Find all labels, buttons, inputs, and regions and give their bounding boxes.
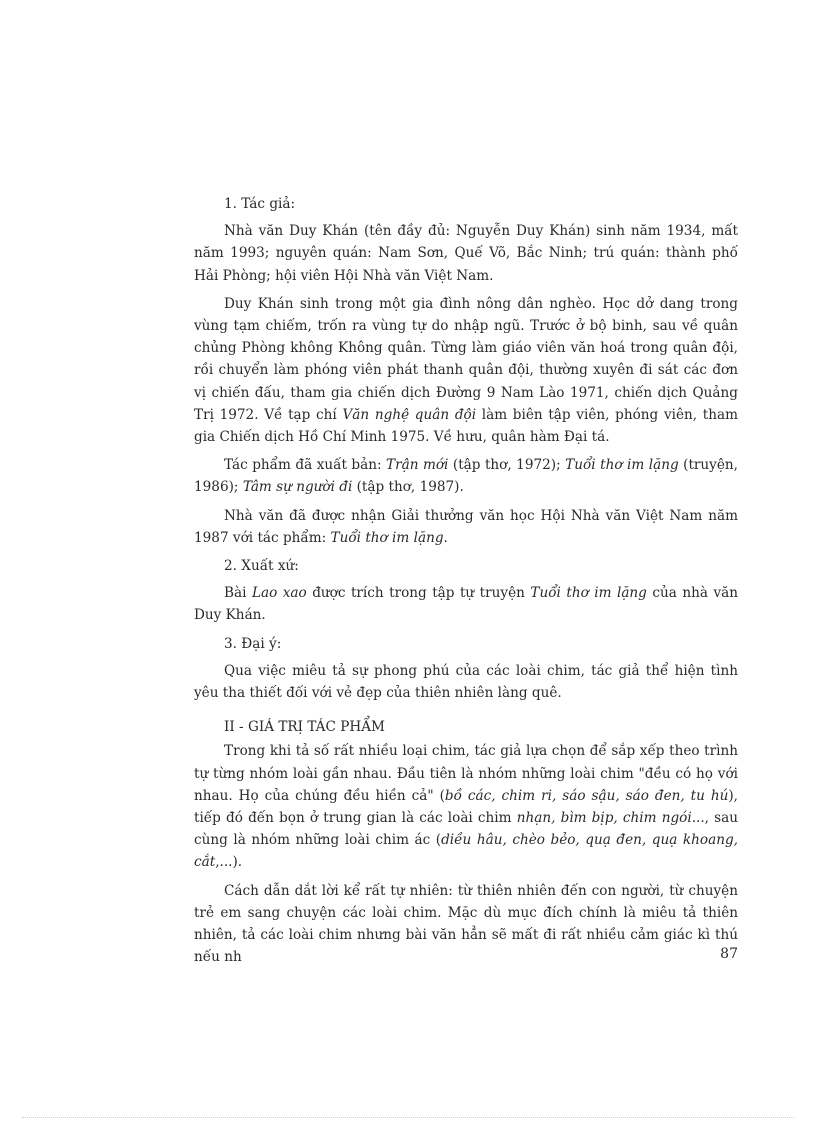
text-run: (tập thơ, 1987). (352, 479, 464, 496)
italic-title: nhạn, bìm bịp, chim ngói (516, 810, 692, 827)
section-heading (194, 716, 738, 738)
subheading (194, 555, 738, 577)
text-run: được trích trong tập tự truyện (306, 585, 531, 602)
paragraph (194, 740, 738, 873)
text-run: . (443, 529, 448, 546)
text-run: Tác phẩm đã xuất bản: (224, 457, 387, 474)
text-run: Duy Khán sinh trong một gia đình nông dân nghèo. Học dở dang trong vùng tạm chiếm, trốn ra vùng tự do nhập ngũ. Trước ở bộ binh, sau về quân chủng Phòng không Không quân. Từng làm giáo viên văn hoá trong quân đội, rồi chuyển làm phóng viên phát thanh quân đội, thường xuyên đi sát các đơn vị chiến đấu, tham gia chiến dịch Đường 9 Nam Lào 1971, chiến dịch Quảng Trị 1972. Về tạp chí (194, 295, 738, 423)
text-run: của nhà văn Duy Khán. (194, 585, 738, 624)
italic-title: Văn nghệ quân đội (342, 406, 477, 423)
text-run: Nhà văn đã được nhận Giải thưởng văn học Hội Nhà văn Việt Nam năm 1987 với tác phẩm: (194, 507, 738, 546)
text-run: 1. Tác giả: (224, 196, 296, 212)
paragraph (194, 293, 738, 448)
text-run: Bài (224, 585, 252, 602)
document-body (194, 193, 738, 975)
italic-title: Tuổi thơ im lặng (330, 529, 444, 546)
text-run: Cách dẫn dắt lời kể rất tự nhiên: từ thiên nhiên đến con người, từ chuyện trẻ em sang chuyện các loài chim. Mặc dù mục đích chính là miêu tả thiên nhiên, tả các loài chim nhưng bài văn hẳn sẽ mất đi rất nhiều cảm giác kì thú nếu nh (194, 882, 738, 966)
text-run: ..., sau cùng là nhóm những loài chim ác ( (194, 810, 738, 849)
text-run: II - GIÁ TRỊ TÁC PHẨM (224, 719, 385, 736)
paragraph (194, 454, 738, 498)
italic-title: Tuổi thơ im lặng (530, 585, 647, 602)
italic-title: Trận mới (386, 457, 449, 474)
text-run: Nhà văn Duy Khán (tên đầy đủ: Nguyễn Duy Khán) sinh năm 1934, mất năm 1993; nguyên quán: Nam Sơn, Quế Võ, Bắc Ninh; trú quán: thành phố Hải Phòng; hội viên Hội Nhà văn Việt Nam. (194, 223, 738, 284)
text-run: 2. Xuất xứ: (224, 558, 299, 575)
text-run: ), tiếp đó đến bọn ở trung gian là các loài chim (194, 787, 738, 827)
text-run: làm biên tập viên, phóng viên, tham gia Chiến dịch Hồ Chí Minh 1975. Về hưu, quân hàm Đại tá. (194, 406, 738, 446)
text-run: Trong khi tả số rất nhiều loại chim, tác giả lựa chọn để sắp xếp theo trình tự từng nhóm loài gần nhau. Đầu tiên là nhóm những loài chim "đều có họ với nhau. Họ của chúng đều hiền cả" ( (194, 743, 738, 804)
paragraph (194, 582, 738, 626)
subheading (194, 193, 738, 215)
page-number: 87 (720, 946, 738, 962)
text-run: (tập thơ, 1972); (448, 457, 566, 474)
paragraph (194, 505, 738, 549)
text-run: 3. Đại ý: (224, 635, 282, 652)
text-run: Qua việc miêu tả sự phong phú của các loài chim, tác giả thể hiện tình yêu tha thiết đối với vẻ đẹp của thiên nhiên làng quê. (194, 662, 738, 702)
italic-title: diều hâu, chèo bẻo, quạ đen, quạ khoang, cắt (194, 832, 738, 871)
text-run: (truyện, 1986); (194, 457, 738, 496)
page-bottom-rule (22, 1117, 794, 1118)
italic-title: Lao xao (251, 585, 307, 602)
paragraph (194, 220, 738, 287)
paragraph (194, 880, 738, 969)
paragraph (194, 660, 738, 704)
italic-title: bồ các, chim ri, sáo sậu, sáo đen, tu hú (444, 787, 729, 804)
italic-title: Tâm sự người đi (242, 479, 353, 496)
italic-title: Tuổi thơ im lặng (565, 457, 679, 474)
subheading (194, 633, 738, 655)
text-run: ,...). (215, 854, 243, 871)
